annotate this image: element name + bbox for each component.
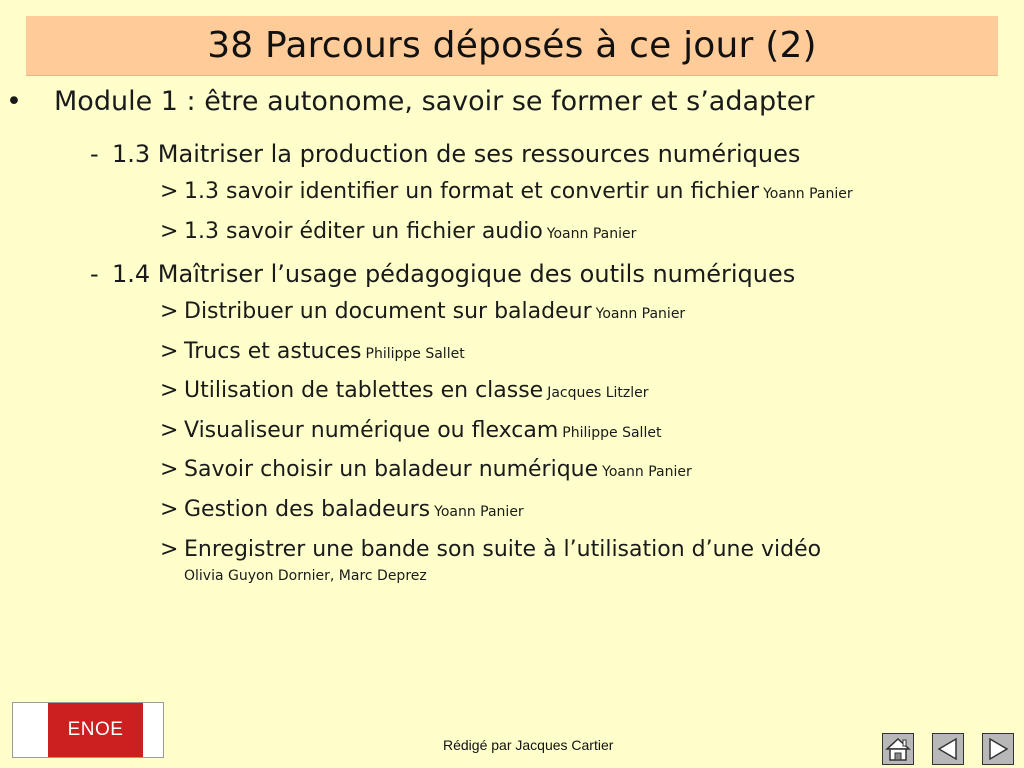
item-label: Utilisation de tablettes en classe <box>184 378 544 403</box>
logo-text: ENOE <box>67 719 124 740</box>
section-1-3 <box>90 140 800 168</box>
home-icon <box>883 734 913 764</box>
slide-title: 38 Parcours déposés à ce jour (2) <box>207 25 817 66</box>
list-item <box>160 497 524 522</box>
arrow-marker: > <box>160 457 179 482</box>
previous-arrow-icon <box>933 734 963 764</box>
dash-marker: - <box>90 260 99 288</box>
arrow-marker: > <box>160 378 179 403</box>
item-label: 1.3 savoir éditer un fichier audio <box>184 219 543 244</box>
item-author: Yoann Panier <box>546 226 637 242</box>
item-author: Philippe Sallet <box>365 346 465 362</box>
section-label: 1.4 Maîtriser l’usage pédagogique des outils numériques <box>112 260 796 288</box>
footer-credit: Rédigé par Jacques Cartier <box>443 737 614 753</box>
bullet-marker: • <box>6 86 22 117</box>
item-author: Yoann Panier <box>595 306 686 322</box>
list-item <box>160 537 821 562</box>
module-label: Module 1 : être autonome, savoir se former et s’adapter <box>54 86 815 117</box>
arrow-marker: > <box>160 299 179 324</box>
item-label: Visualiseur numérique ou flexcam <box>184 418 559 443</box>
item-author: Olivia Guyon Dornier, Marc Deprez <box>184 568 427 584</box>
item-label: Distribuer un document sur baladeur <box>184 299 592 324</box>
item-author: Yoann Panier <box>434 504 524 520</box>
home-button[interactable] <box>882 733 914 765</box>
arrow-marker: > <box>160 339 179 364</box>
logo-red-block <box>48 703 143 757</box>
list-item <box>160 339 465 364</box>
item-author: Yoann Panier <box>763 186 853 202</box>
next-arrow-icon <box>983 734 1013 764</box>
section-1-4 <box>90 260 795 288</box>
list-item <box>160 457 692 482</box>
arrow-marker: > <box>160 418 179 443</box>
section-label: 1.3 Maitriser la production de ses ressources numériques <box>112 140 801 168</box>
item-author: Jacques Litzler <box>547 385 649 401</box>
enoe-logo <box>12 702 164 758</box>
next-button[interactable] <box>982 733 1014 765</box>
arrow-marker: > <box>160 537 179 562</box>
arrow-marker: > <box>160 219 179 244</box>
item-label: Savoir choisir un baladeur numérique <box>184 457 599 482</box>
list-item <box>160 378 649 403</box>
list-item <box>160 299 685 324</box>
list-item <box>160 219 636 244</box>
previous-button[interactable] <box>932 733 964 765</box>
item-label: 1.3 savoir identifier un format et convertir un fichier <box>184 179 760 204</box>
item-label: Gestion des baladeurs <box>184 497 431 522</box>
item-label: Enregistrer une bande son suite à l’utilisation d’une vidéo <box>184 537 822 562</box>
item-author: Yoann Panier <box>602 464 692 480</box>
item-author: Philippe Sallet <box>562 425 662 441</box>
list-item <box>160 179 853 204</box>
dash-marker: - <box>90 140 99 168</box>
list-item <box>160 418 661 443</box>
module-bullet-item <box>6 86 814 117</box>
arrow-marker: > <box>160 179 179 204</box>
arrow-marker: > <box>160 497 179 522</box>
item-label: Trucs et astuces <box>184 339 362 364</box>
title-bar <box>26 16 998 76</box>
